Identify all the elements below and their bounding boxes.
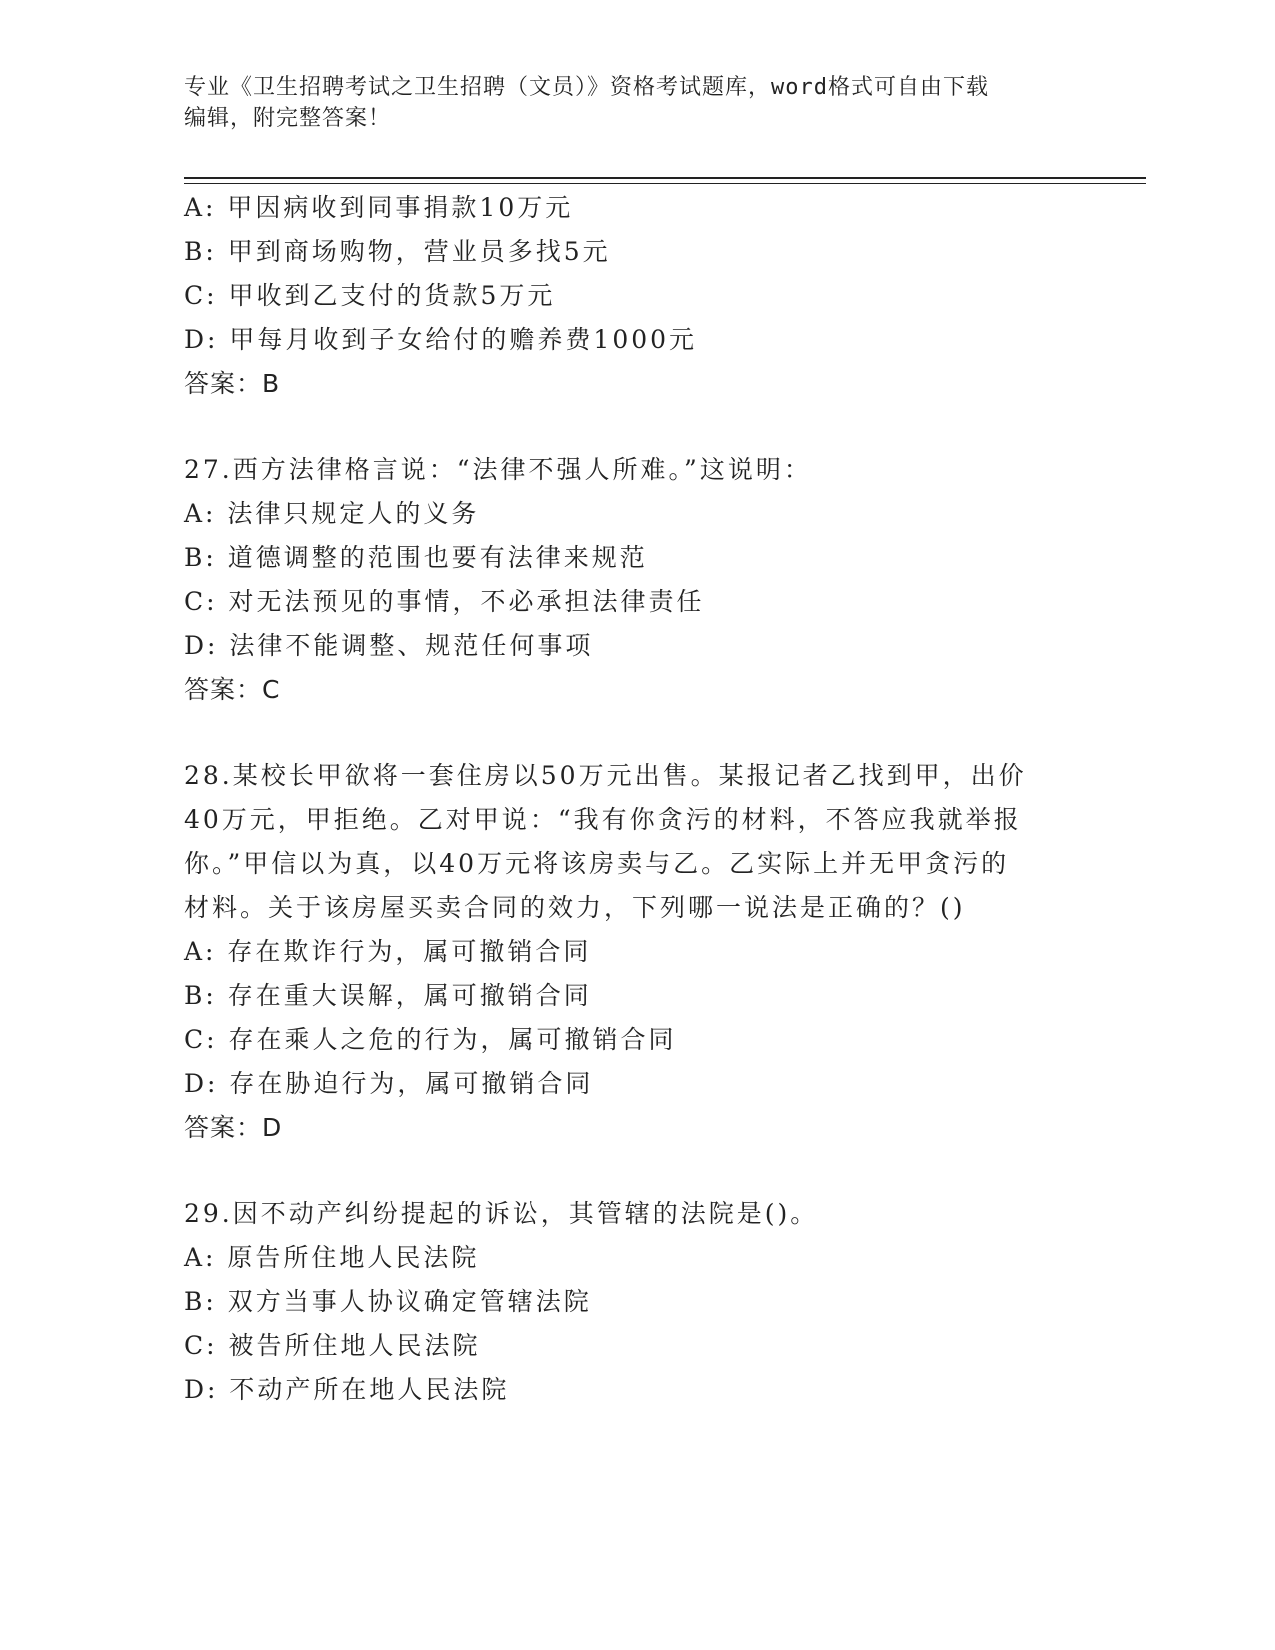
q28-answer: 答案：D	[184, 1113, 283, 1142]
q28-option-a: A: 存在欺诈行为，属可撤销合同	[184, 937, 592, 966]
q28-stem-line-4: 材料。关于该房屋买卖合同的效力，下列哪一说法是正确的？()	[184, 893, 966, 922]
q27-option-a: A: 法律只规定人的义务	[184, 499, 480, 528]
q28-stem-line-2: 40万元，甲拒绝。乙对甲说：“我有你贪污的材料，不答应我就举报	[184, 805, 1022, 834]
q26-option-d: D: 甲每月收到子女给付的赡养费1000元	[184, 325, 698, 354]
q29-option-c: C: 被告所住地人民法院	[184, 1331, 481, 1360]
q29-stem: 29.因不动产纠纷提起的诉讼，其管辖的法院是()。	[184, 1199, 819, 1228]
q27-option-c: C: 对无法预见的事情，不必承担法律责任	[184, 587, 705, 616]
q29-option-d: D: 不动产所在地人民法院	[184, 1375, 510, 1404]
header-line-2: 编辑，附完整答案！	[184, 106, 392, 131]
q26-option-a: A: 甲因病收到同事捐款10万元	[184, 193, 574, 222]
header-divider-thick	[184, 177, 1146, 179]
q28-option-b: B: 存在重大误解，属可撤销合同	[184, 981, 592, 1010]
q28-stem-line-3: 你。”甲信以为真，以40万元将该房卖与乙。乙实际上并无甲贪污的	[184, 849, 1010, 878]
header-divider-thin	[184, 183, 1146, 184]
q26-option-c: C: 甲收到乙支付的货款5万元	[184, 281, 556, 310]
header-line-1: 专业《卫生招聘考试之卫生招聘（文员）》资格考试题库，word格式可自由下载	[184, 75, 989, 100]
q29-option-b: B: 双方当事人协议确定管辖法院	[184, 1287, 592, 1316]
q26-answer: 答案：B	[184, 369, 281, 398]
q28-option-d: D: 存在胁迫行为，属可撤销合同	[184, 1069, 594, 1098]
document-header	[184, 72, 1064, 134]
q27-answer: 答案：C	[184, 675, 281, 704]
q27-stem: 27.西方法律格言说：“法律不强人所难。”这说明：	[184, 455, 812, 484]
q28-stem-line-1: 28.某校长甲欲将一套住房以50万元出售。某报记者乙找到甲，出价	[184, 761, 1027, 790]
q27-option-d: D: 法律不能调整、规范任何事项	[184, 631, 594, 660]
q27-option-b: B: 道德调整的范围也要有法律来规范	[184, 543, 648, 572]
q29-option-a: A: 原告所住地人民法院	[184, 1243, 480, 1272]
q28-option-c: C: 存在乘人之危的行为，属可撤销合同	[184, 1025, 677, 1054]
q26-option-b: B: 甲到商场购物，营业员多找5元	[184, 237, 611, 266]
